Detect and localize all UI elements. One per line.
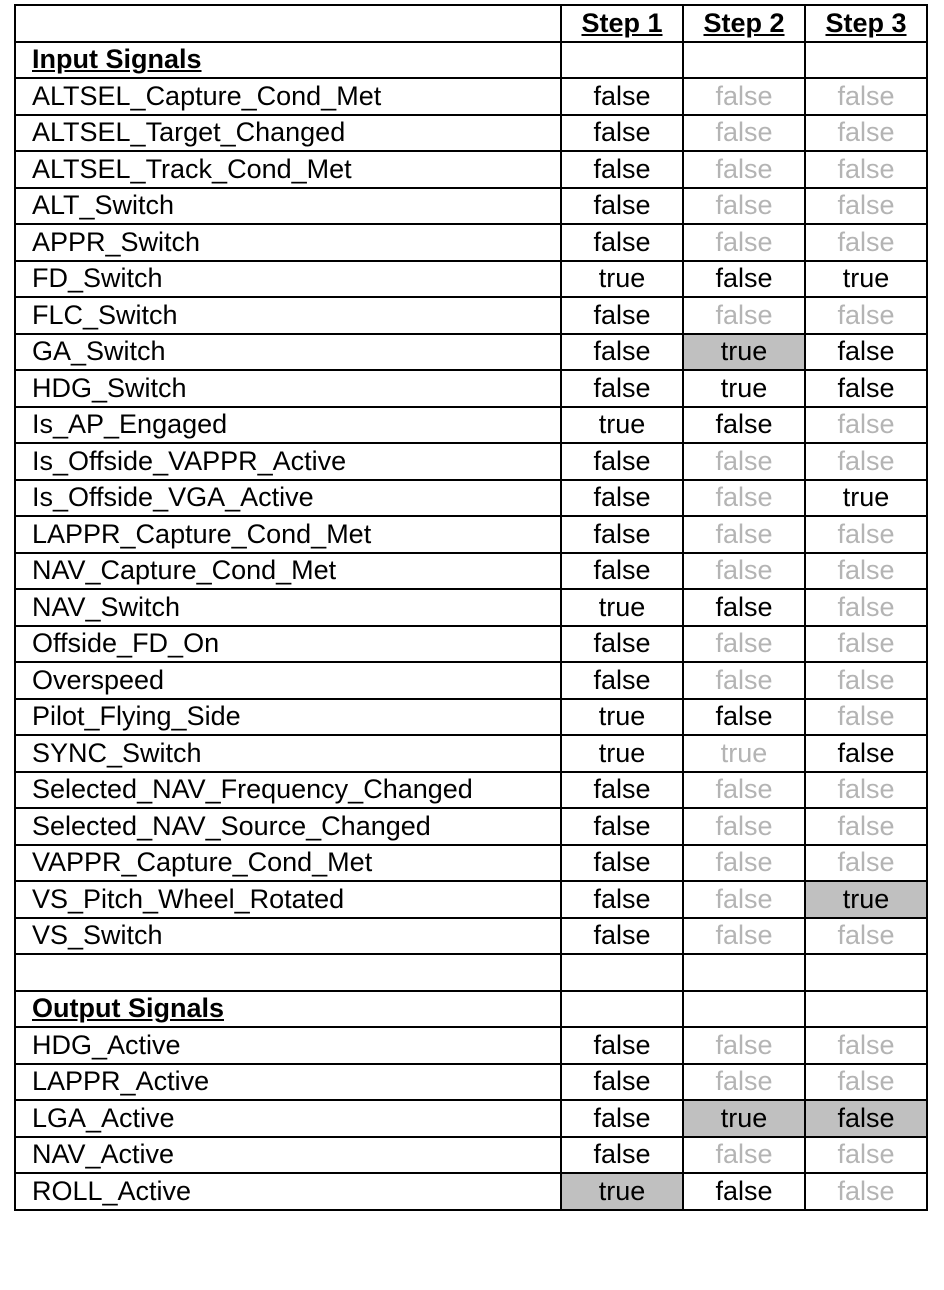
- step-1-value: false: [561, 115, 683, 152]
- input-signal-row: [15, 407, 927, 444]
- step-1-value: false: [561, 297, 683, 334]
- input-signal-row: [15, 224, 927, 261]
- input-signal-row: [15, 808, 927, 845]
- step-1-value: false: [561, 1027, 683, 1064]
- step-2-value: false: [683, 845, 805, 882]
- step-3-value: false: [805, 407, 927, 444]
- step-1-value: true: [561, 589, 683, 626]
- step-2-value: false: [683, 1173, 805, 1210]
- input-signal-row: [15, 261, 927, 298]
- step-1-value: false: [561, 370, 683, 407]
- step-3-value: false: [805, 699, 927, 736]
- step-2-value: true: [683, 370, 805, 407]
- spacer-row: [15, 954, 927, 991]
- signal-name: ROLL_Active: [15, 1173, 561, 1210]
- step-1-value: false: [561, 334, 683, 371]
- signal-name: FD_Switch: [15, 261, 561, 298]
- step-2-value: false: [683, 151, 805, 188]
- input-signal-row: [15, 662, 927, 699]
- output-signal-row: [15, 1100, 927, 1137]
- signal-name: LGA_Active: [15, 1100, 561, 1137]
- empty-cell: [561, 954, 683, 991]
- signal-name: Is_Offside_VAPPR_Active: [15, 443, 561, 480]
- step-3-value: false: [805, 151, 927, 188]
- step-1-value: false: [561, 1100, 683, 1137]
- step-2-value: false: [683, 78, 805, 115]
- step-3-value: false: [805, 808, 927, 845]
- signal-name: Selected_NAV_Source_Changed: [15, 808, 561, 845]
- output-section-row: [15, 991, 927, 1028]
- step-1-value: false: [561, 516, 683, 553]
- trace-table-body: [15, 5, 927, 1210]
- step-2-value: false: [683, 297, 805, 334]
- step-2-value: false: [683, 881, 805, 918]
- step-2-value: true: [683, 735, 805, 772]
- signal-name: VS_Switch: [15, 918, 561, 955]
- step-3-value: true: [805, 480, 927, 517]
- step-3-value: false: [805, 1100, 927, 1137]
- step-3-value: true: [805, 881, 927, 918]
- signal-name: ALTSEL_Capture_Cond_Met: [15, 78, 561, 115]
- signal-name: ALTSEL_Track_Cond_Met: [15, 151, 561, 188]
- step-1-value: false: [561, 224, 683, 261]
- step-2-value: true: [683, 334, 805, 371]
- empty-cell: [805, 991, 927, 1028]
- signal-name: NAV_Capture_Cond_Met: [15, 553, 561, 590]
- step-1-value: false: [561, 845, 683, 882]
- input-section-row: [15, 42, 927, 79]
- step-2-value: false: [683, 224, 805, 261]
- signal-name: ALT_Switch: [15, 188, 561, 225]
- signal-name: Overspeed: [15, 662, 561, 699]
- step-2-value: false: [683, 626, 805, 663]
- step-3-value: false: [805, 224, 927, 261]
- step-2-value: false: [683, 699, 805, 736]
- signal-name: NAV_Switch: [15, 589, 561, 626]
- step-2-value: false: [683, 662, 805, 699]
- empty-cell: [805, 42, 927, 79]
- signal-name: Selected_NAV_Frequency_Changed: [15, 772, 561, 809]
- output-section-title: Output Signals: [15, 991, 561, 1028]
- signal-name: HDG_Switch: [15, 370, 561, 407]
- input-signal-row: [15, 297, 927, 334]
- step-3-value: false: [805, 115, 927, 152]
- input-signal-row: [15, 334, 927, 371]
- input-signal-row: [15, 443, 927, 480]
- step-3-value: true: [805, 261, 927, 298]
- step-2-value: false: [683, 188, 805, 225]
- step-2-value: false: [683, 443, 805, 480]
- empty-cell: [683, 42, 805, 79]
- step-1-value: true: [561, 1173, 683, 1210]
- step-1-value: true: [561, 407, 683, 444]
- step-3-value: false: [805, 1064, 927, 1101]
- step-3-value: false: [805, 443, 927, 480]
- signal-name: LAPPR_Capture_Cond_Met: [15, 516, 561, 553]
- empty-cell: [561, 42, 683, 79]
- step-1-value: true: [561, 261, 683, 298]
- input-signal-row: [15, 115, 927, 152]
- input-section-title: Input Signals: [15, 42, 561, 79]
- step-3-value: false: [805, 735, 927, 772]
- step-2-value: false: [683, 808, 805, 845]
- input-signal-row: [15, 845, 927, 882]
- step-2-value: false: [683, 516, 805, 553]
- step-3-value: false: [805, 553, 927, 590]
- step-3-value: false: [805, 1027, 927, 1064]
- output-signal-row: [15, 1064, 927, 1101]
- step-1-value: false: [561, 772, 683, 809]
- step-1-value: false: [561, 151, 683, 188]
- input-signal-row: [15, 553, 927, 590]
- step-1-value: false: [561, 662, 683, 699]
- input-signal-row: [15, 516, 927, 553]
- step-2-value: false: [683, 1027, 805, 1064]
- step-3-value: false: [805, 772, 927, 809]
- step-1-value: false: [561, 1064, 683, 1101]
- signal-name: VS_Pitch_Wheel_Rotated: [15, 881, 561, 918]
- input-signal-row: [15, 626, 927, 663]
- step-3-value: false: [805, 626, 927, 663]
- empty-cell: [683, 991, 805, 1028]
- step-3-header: Step 3: [805, 5, 927, 42]
- step-2-value: true: [683, 1100, 805, 1137]
- step-1-value: false: [561, 78, 683, 115]
- step-2-value: false: [683, 918, 805, 955]
- step-1-value: false: [561, 918, 683, 955]
- step-3-value: false: [805, 516, 927, 553]
- input-signal-row: [15, 772, 927, 809]
- input-signal-row: [15, 881, 927, 918]
- step-3-value: false: [805, 662, 927, 699]
- signal-name: ALTSEL_Target_Changed: [15, 115, 561, 152]
- step-1-value: false: [561, 881, 683, 918]
- input-signal-row: [15, 188, 927, 225]
- signal-name: Is_Offside_VGA_Active: [15, 480, 561, 517]
- step-2-value: false: [683, 261, 805, 298]
- signal-name: HDG_Active: [15, 1027, 561, 1064]
- step-3-value: false: [805, 1137, 927, 1174]
- step-1-value: false: [561, 808, 683, 845]
- step-1-value: false: [561, 188, 683, 225]
- input-signal-row: [15, 151, 927, 188]
- step-3-value: false: [805, 918, 927, 955]
- step-2-value: false: [683, 480, 805, 517]
- step-2-header: Step 2: [683, 5, 805, 42]
- signal-name: GA_Switch: [15, 334, 561, 371]
- empty-cell: [683, 954, 805, 991]
- input-signal-row: [15, 699, 927, 736]
- signal-name: Pilot_Flying_Side: [15, 699, 561, 736]
- empty-cell: [15, 954, 561, 991]
- step-3-value: false: [805, 334, 927, 371]
- step-2-value: false: [683, 772, 805, 809]
- input-signal-row: [15, 370, 927, 407]
- step-2-value: false: [683, 1137, 805, 1174]
- step-3-value: false: [805, 589, 927, 626]
- output-signal-row: [15, 1173, 927, 1210]
- step-1-value: true: [561, 699, 683, 736]
- empty-cell: [805, 954, 927, 991]
- step-1-value: false: [561, 553, 683, 590]
- input-signal-row: [15, 589, 927, 626]
- header-corner-cell: [15, 5, 561, 42]
- step-1-header: Step 1: [561, 5, 683, 42]
- signal-name: VAPPR_Capture_Cond_Met: [15, 845, 561, 882]
- step-2-value: false: [683, 553, 805, 590]
- step-3-value: false: [805, 370, 927, 407]
- step-1-value: false: [561, 1137, 683, 1174]
- output-signal-row: [15, 1137, 927, 1174]
- input-signal-row: [15, 918, 927, 955]
- signal-name: Is_AP_Engaged: [15, 407, 561, 444]
- signal-name: NAV_Active: [15, 1137, 561, 1174]
- step-3-value: false: [805, 297, 927, 334]
- input-signal-row: [15, 735, 927, 772]
- step-1-value: false: [561, 626, 683, 663]
- input-signal-row: [15, 480, 927, 517]
- step-1-value: false: [561, 480, 683, 517]
- signal-name: Offside_FD_On: [15, 626, 561, 663]
- input-signal-row: [15, 78, 927, 115]
- step-3-value: false: [805, 78, 927, 115]
- output-signal-row: [15, 1027, 927, 1064]
- empty-cell: [561, 991, 683, 1028]
- step-3-value: false: [805, 188, 927, 225]
- step-2-value: false: [683, 115, 805, 152]
- header-row: [15, 5, 927, 42]
- step-1-value: true: [561, 735, 683, 772]
- signal-trace-table: [14, 4, 928, 1211]
- step-2-value: false: [683, 407, 805, 444]
- signal-name: LAPPR_Active: [15, 1064, 561, 1101]
- step-2-value: false: [683, 1064, 805, 1101]
- signal-name: SYNC_Switch: [15, 735, 561, 772]
- step-3-value: false: [805, 845, 927, 882]
- step-2-value: false: [683, 589, 805, 626]
- step-3-value: false: [805, 1173, 927, 1210]
- signal-name: APPR_Switch: [15, 224, 561, 261]
- signal-name: FLC_Switch: [15, 297, 561, 334]
- step-1-value: false: [561, 443, 683, 480]
